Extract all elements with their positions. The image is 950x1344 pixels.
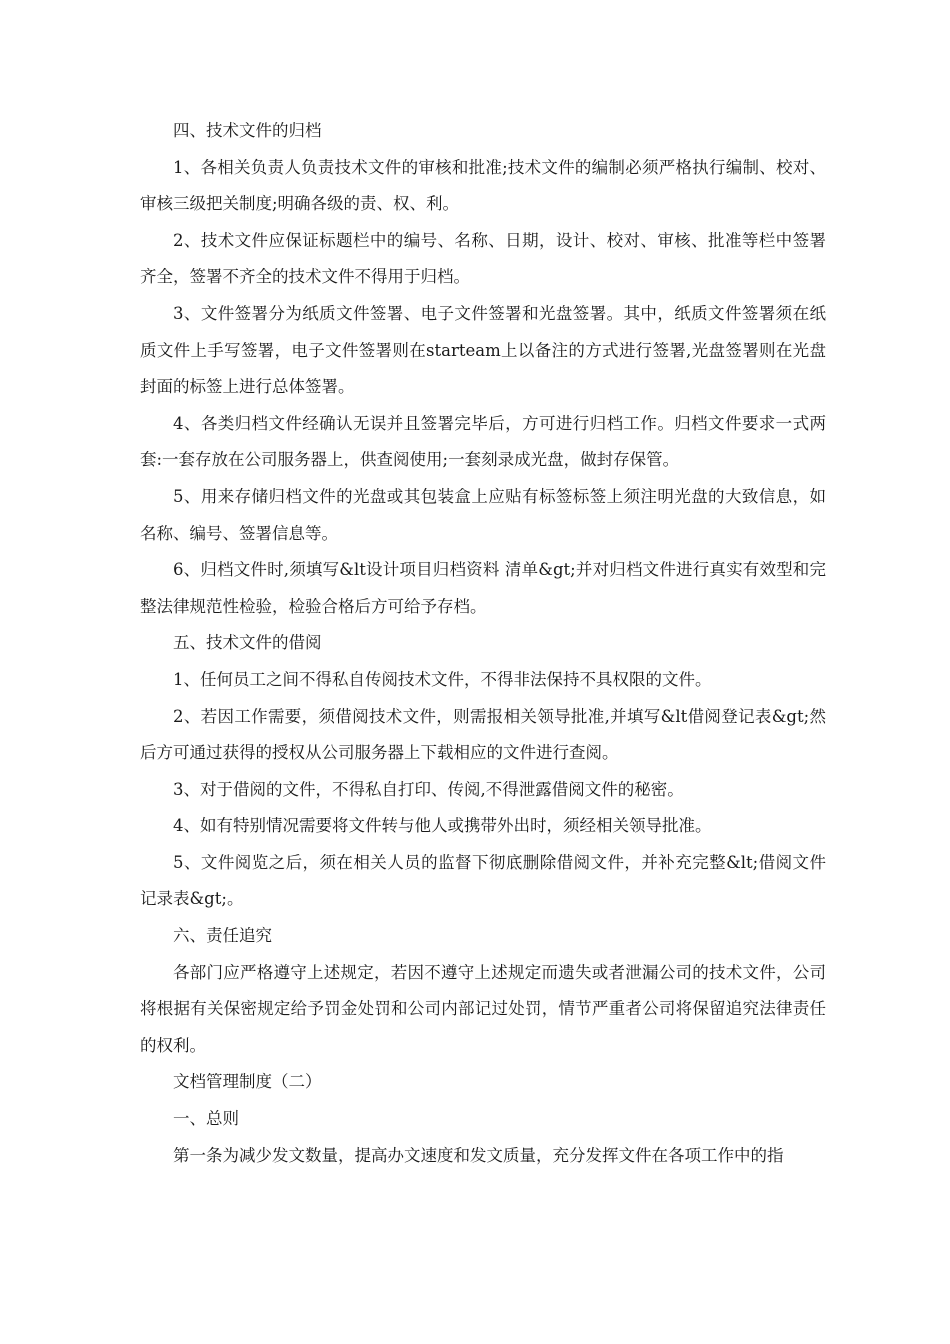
paragraph: 各部门应严格遵守上述规定，若因不遵守上述规定而遗失或者泄漏公司的技术文件，公司将根据有关保密规定给予罚金处罚和公司内部记过处罚，情节严重者公司将保留追究法律责任的权利。: [140, 962, 826, 1055]
paragraph: 3、文件签署分为纸质文件签署、电子文件签署和光盘签署。其中，纸质文件签署须在纸质文件上手写签署，电子文件签署则在starteam上以备注的方式进行签署,光盘签署则在光盘封面的标签上进行总体签署。: [140, 303, 826, 397]
paragraph: 3、对于借阅的文件，不得私自打印、传阅,不得泄露借阅文件的秘密。: [173, 779, 684, 799]
paragraph: 第一条为减少发文数量，提高办文速度和发文质量，充分发挥文件在各项工作中的指: [173, 1145, 784, 1165]
document-subtitle: 文档管理制度（二）: [173, 1072, 322, 1092]
paragraph: 5、文件阅览之后，须在相关人员的监督下彻底删除借阅文件，并补充完整&lt;借阅文件记录表&gt;。: [140, 852, 826, 909]
paragraph: 4、各类归档文件经确认无误并且签署完毕后，方可进行归档工作。归档文件要求一式两套:一套存放在公司服务器上，供查阅使用;一套刻录成光盘，做封存保管。: [140, 413, 826, 470]
section-heading-general: 一、总则: [173, 1109, 239, 1129]
paragraph: 1、各相关负责人负责技术文件的审核和批准;技术文件的编制必须严格执行编制、校对、审核三级把关制度;明确各级的责、权、利。: [140, 157, 826, 214]
section-heading-archiving: 四、技术文件的归档: [173, 121, 322, 140]
paragraph: 5、用来存储归档文件的光盘或其包装盒上应贴有标签标签上须注明光盘的大致信息，如名称、编号、签署信息等。: [140, 486, 826, 543]
document-body: [140, 113, 826, 1174]
paragraph: 2、技术文件应保证标题栏中的编号、名称、日期，设计、校对、审核、批准等栏中签署齐全，签署不齐全的技术文件不得用于归档。: [140, 230, 826, 287]
paragraph: 4、如有特别情况需要将文件转与他人或携带外出时，须经相关领导批准。: [173, 816, 712, 836]
section-heading-accountability: 六、责任追究: [173, 926, 272, 946]
paragraph: 1、任何员工之间不得私自传阅技术文件，不得非法保持不具权限的文件。: [173, 669, 712, 689]
paragraph: 6、归档文件时,须填写&lt设计项目归档资料 清单&gt;并对归档文件进行真实有效型和完整法律规范性检验，检验合格后方可给予存档。: [140, 560, 826, 616]
paragraph: 2、若因工作需要，须借阅技术文件，则需报相关领导批准,并填写&lt借阅登记表&gt;然后方可通过获得的授权从公司服务器上下载相应的文件进行查阅。: [140, 706, 826, 763]
section-heading-borrowing: 五、技术文件的借阅: [173, 633, 322, 653]
